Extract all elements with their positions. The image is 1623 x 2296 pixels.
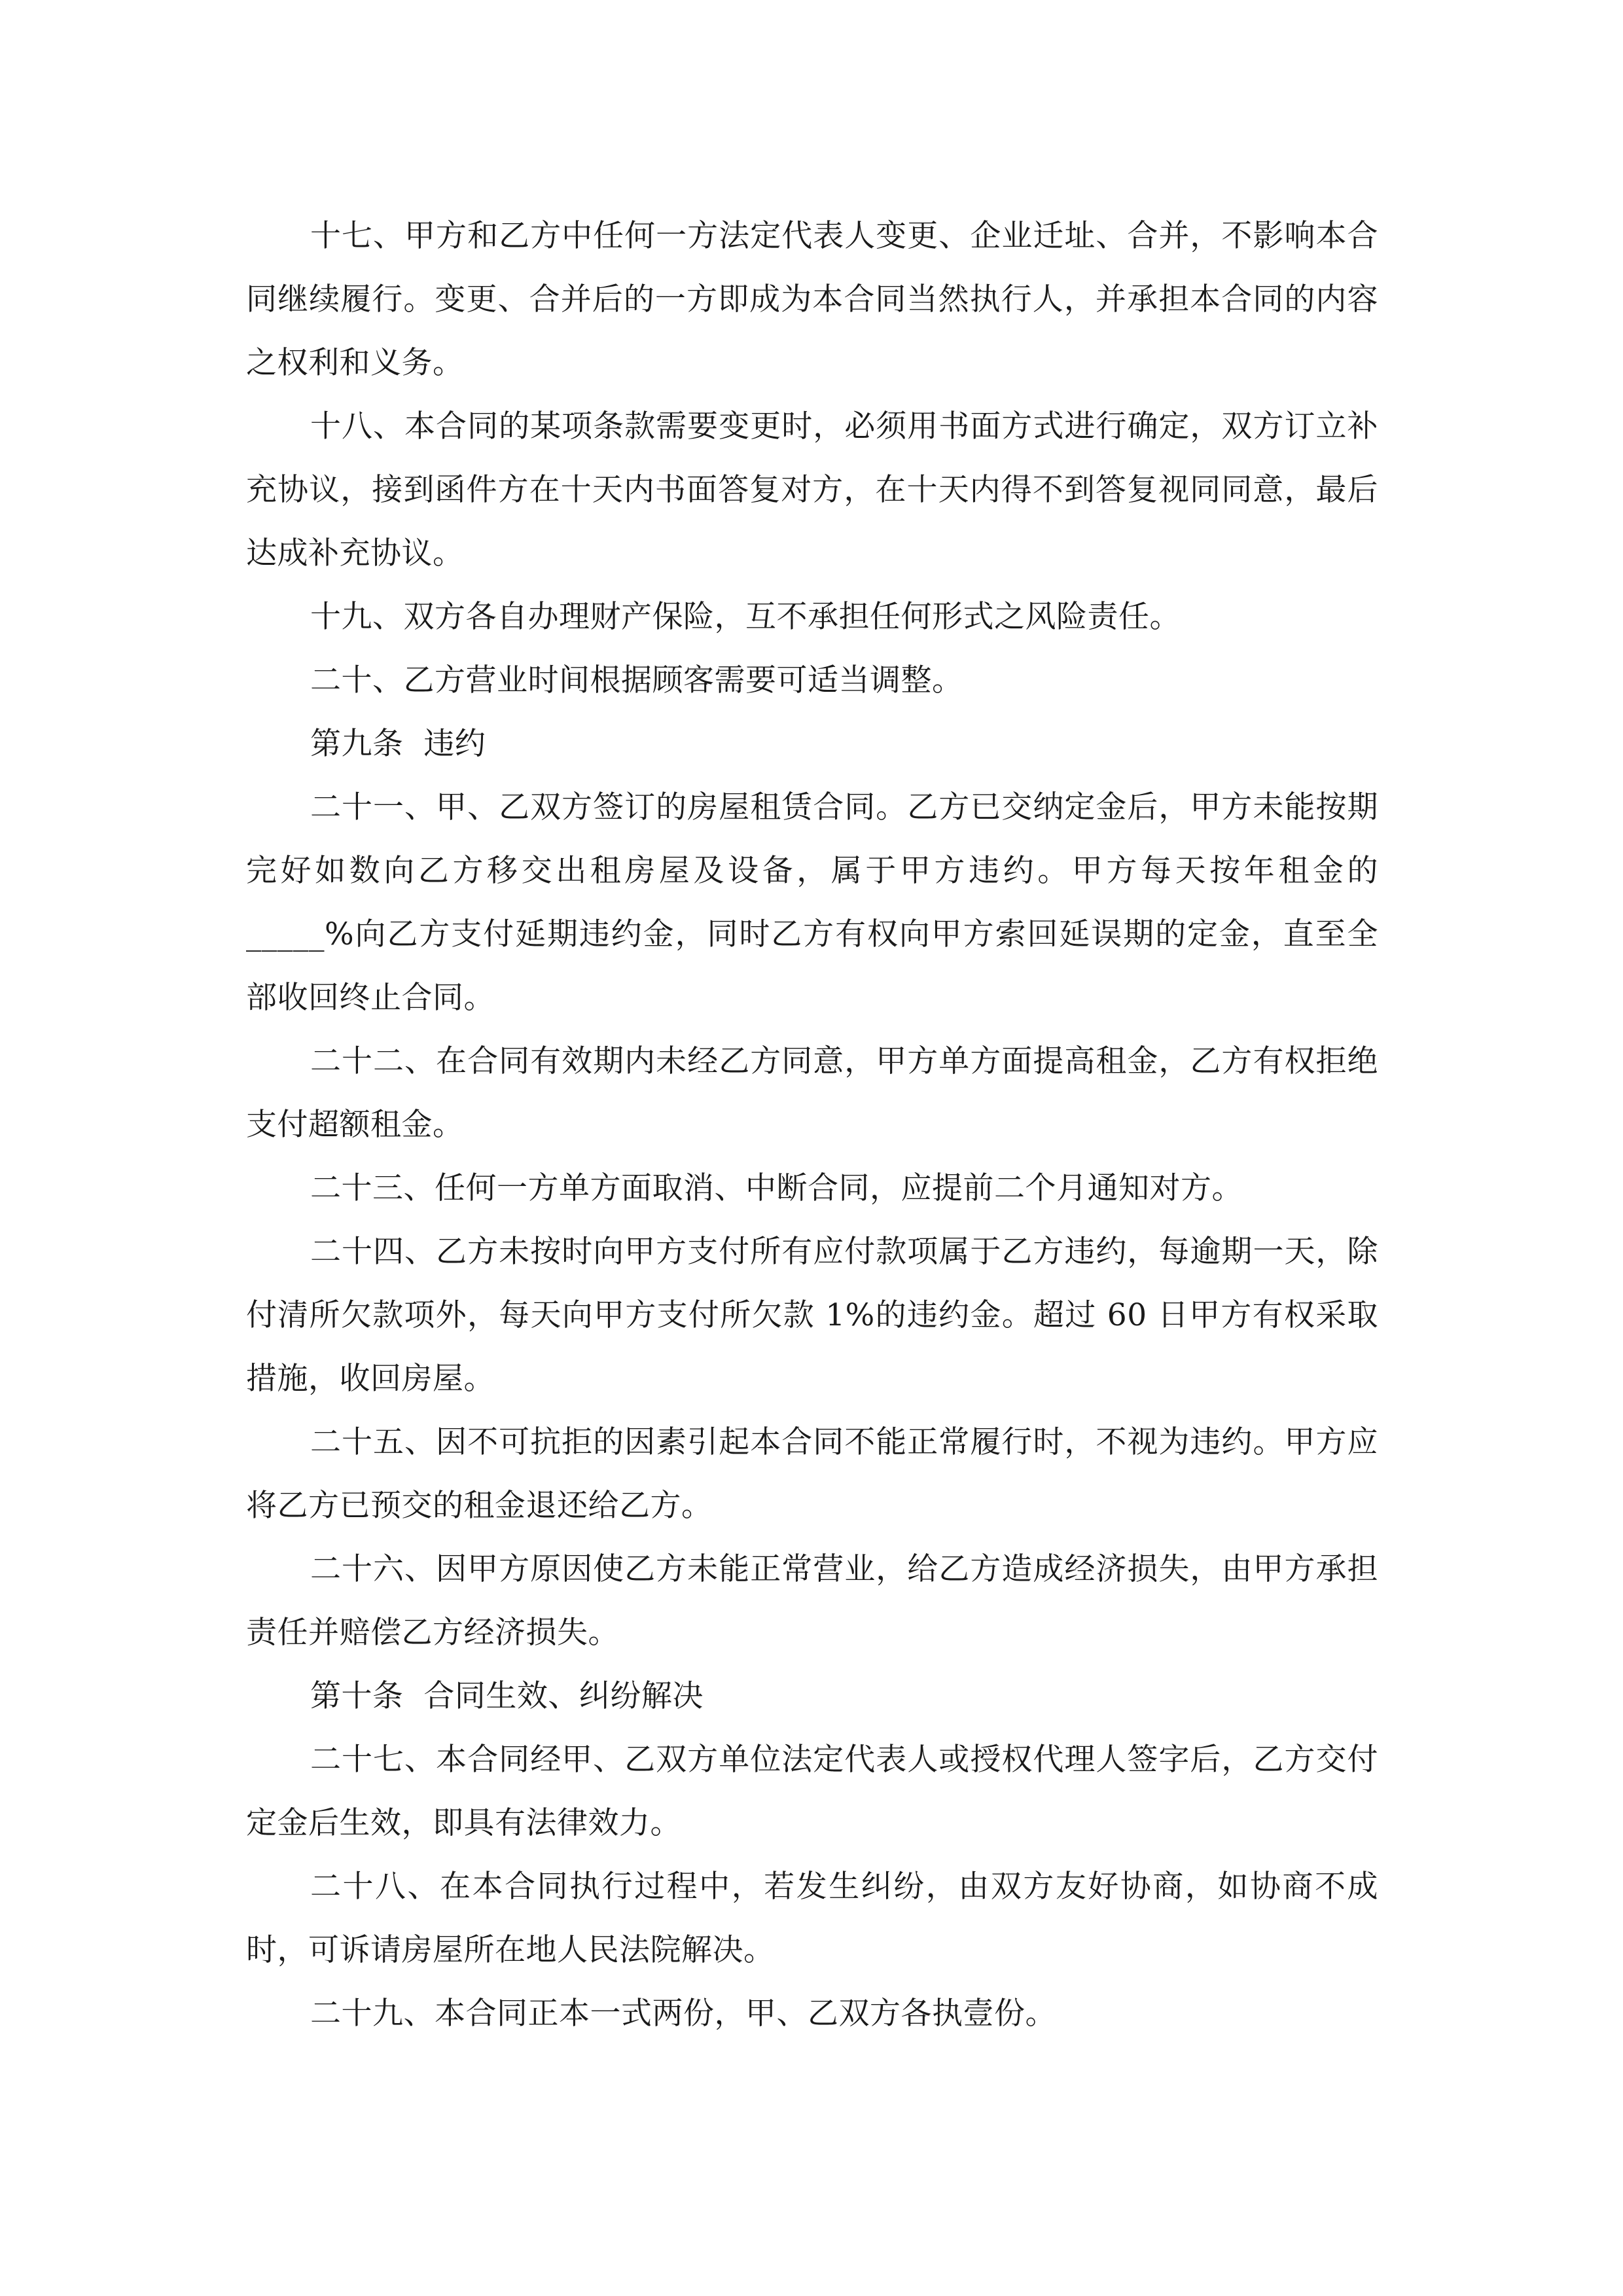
clause-28: 二十八、在本合同执行过程中，若发生纠纷，由双方友好协商，如协商不成时，可诉请房屋所在地人民法院解决。 <box>246 1869 1378 1968</box>
clause-24: 二十四、乙方未按时向甲方支付所有应付款项属于乙方违约，每逾期一天，除付清所欠款项外，每天向甲方支付所欠款 1%的违约金。超过 60 日甲方有权采取措施，收回房屋。 <box>246 1234 1378 1397</box>
clause-29: 二十九、本合同正本一式两份，甲、乙双方各执壹份。 <box>310 1996 1056 2032</box>
clause-23: 二十三、任何一方单方面取消、中断合同，应提前二个月通知对方。 <box>310 1170 1243 1206</box>
section-heading-10: 第十条 合同生效、纠纷解决 <box>310 1678 704 1714</box>
clause-19: 十九、双方各自办理财产保险，互不承担任何形式之风险责任。 <box>310 599 1181 635</box>
clause-25: 二十五、因不可抗拒的因素引起本合同不能正常履行时，不视为违约。甲方应将乙方已预交的租金退还给乙方。 <box>246 1424 1378 1524</box>
clause-27: 二十七、本合同经甲、乙双方单位法定代表人或授权代理人签字后，乙方交付定金后生效，即具有法律效力。 <box>246 1742 1378 1841</box>
document-body <box>246 204 1378 2045</box>
clause-18: 十八、本合同的某项条款需要变更时，必须用书面方式进行确定，双方订立补充协议，接到函件方在十天内书面答复对方，在十天内得不到答复视同同意，最后达成补充协议。 <box>246 408 1378 571</box>
clause-20: 二十、乙方营业时间根据顾客需要可适当调整。 <box>310 662 963 698</box>
clause-17: 十七、甲方和乙方中任何一方法定代表人变更、企业迁址、合并，不影响本合同继续履行。变更、合并后的一方即成为本合同当然执行人，并承担本合同的内容之权利和义务。 <box>246 218 1378 381</box>
clause-22: 二十二、在合同有效期内未经乙方同意，甲方单方面提高租金，乙方有权拒绝支付超额租金。 <box>246 1043 1378 1143</box>
clause-21: 二十一、甲、乙双方签订的房屋租赁合同。乙方已交纳定金后，甲方未能按期完好如数向乙方移交出租房屋及设备，属于甲方违约。甲方每天按年租金的_____%向乙方支付延期违约金，同时乙方有权向甲方索回延误期的定金，直至全部收回终止合同。 <box>246 789 1378 1016</box>
clause-26: 二十六、因甲方原因使乙方未能正常营业，给乙方造成经济损失，由甲方承担责任并赔偿乙方经济损失。 <box>246 1551 1378 1651</box>
section-heading-9: 第九条 违约 <box>310 726 486 762</box>
